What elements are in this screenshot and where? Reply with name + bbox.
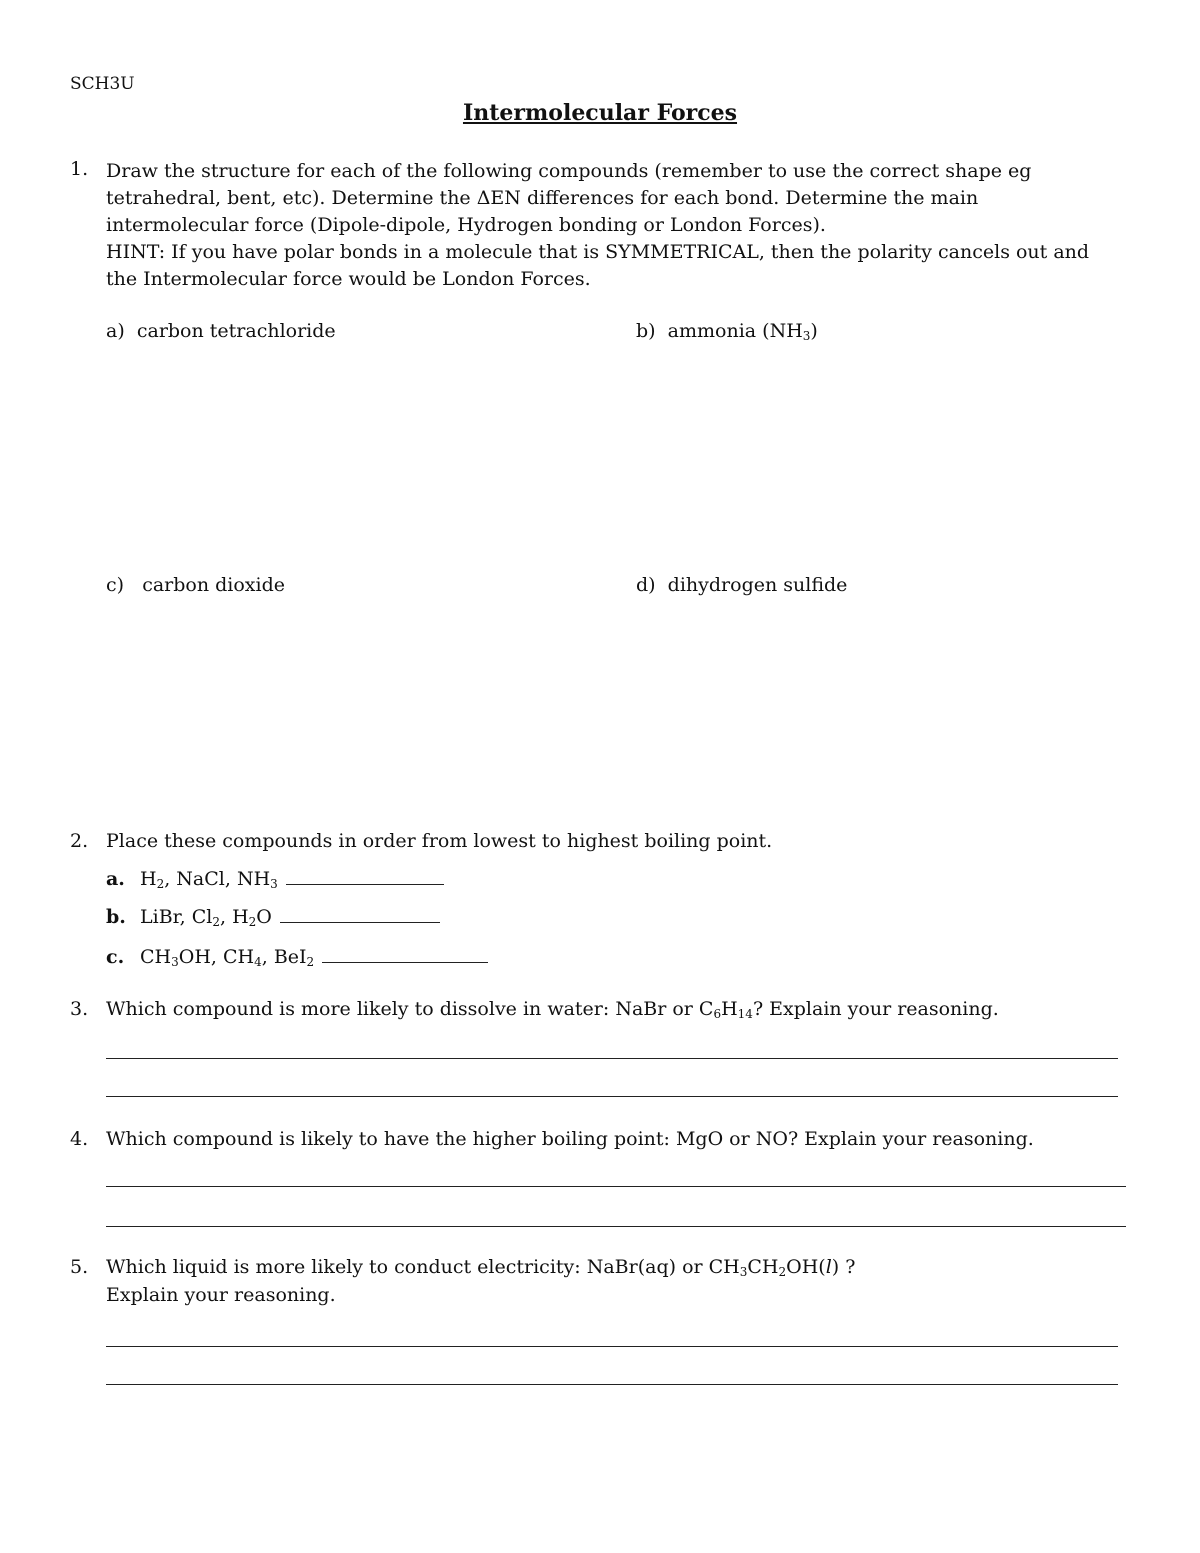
formula-text: CH bbox=[140, 946, 172, 968]
q1-number: 1. bbox=[70, 158, 89, 180]
answer-line[interactable] bbox=[106, 1384, 1118, 1385]
item-label: c. bbox=[106, 946, 125, 968]
formula-text: OH, CH bbox=[178, 946, 255, 968]
q2-item-b bbox=[106, 906, 440, 928]
part-text: dihydrogen sulfide bbox=[667, 574, 848, 596]
part-label: c) bbox=[106, 574, 125, 596]
item-label: b. bbox=[106, 906, 126, 928]
q4-text: Which compound is likely to have the higher boiling point: MgO or NO? Explain your reasoning. bbox=[106, 1128, 1034, 1150]
part-label: d) bbox=[636, 574, 656, 596]
q1-line: tetrahedral, bent, etc). Determine the ΔEN differences for each bond. Determine the main bbox=[106, 187, 979, 209]
question-text: OH( bbox=[786, 1256, 826, 1278]
formula-text: , H bbox=[220, 906, 249, 928]
formula-text: , BeI bbox=[261, 946, 307, 968]
question-text: ? Explain your reasoning. bbox=[752, 998, 999, 1020]
q5-number: 5. bbox=[70, 1256, 89, 1278]
q2-number: 2. bbox=[70, 830, 89, 852]
q2-text: Place these compounds in order from lowest to highest boiling point. bbox=[106, 830, 773, 852]
answer-line[interactable] bbox=[106, 1186, 1126, 1187]
question-text: H bbox=[721, 998, 738, 1020]
question-text: Which liquid is more likely to conduct electricity: NaBr(aq) or CH bbox=[106, 1256, 740, 1278]
question-text: Which compound is more likely to dissolve in water: NaBr or C bbox=[106, 998, 714, 1020]
q2-item-a bbox=[106, 868, 444, 890]
question-text: ) ? bbox=[831, 1256, 856, 1278]
subscript: 2 bbox=[248, 915, 257, 929]
q1-part-d bbox=[636, 574, 847, 596]
formula-text: H bbox=[140, 868, 157, 890]
subscript: 14 bbox=[737, 1007, 753, 1021]
q1-hint-line: HINT: If you have polar bonds in a molecule that is SYMMETRICAL, then the polarity cancels out and bbox=[106, 241, 1090, 263]
subscript: 2 bbox=[156, 877, 165, 891]
part-label: b) bbox=[636, 320, 656, 342]
answer-line[interactable] bbox=[106, 1096, 1118, 1097]
answer-line[interactable] bbox=[106, 1058, 1118, 1059]
formula-text: O bbox=[256, 906, 272, 928]
subscript: 3 bbox=[270, 877, 278, 891]
formula-text: , NaCl, NH bbox=[164, 868, 271, 890]
formula-text: LiBr, Cl bbox=[140, 906, 213, 928]
subscript: 3 bbox=[739, 1265, 748, 1279]
q5-text bbox=[106, 1256, 855, 1278]
q1-part-c bbox=[106, 574, 285, 596]
q1-line: Draw the structure for each of the following compounds (remember to use the correct shape eg bbox=[106, 160, 1032, 182]
q1-part-a bbox=[106, 320, 336, 342]
q4-number: 4. bbox=[70, 1128, 89, 1150]
answer-blank[interactable] bbox=[286, 870, 444, 885]
course-code: SCH3U bbox=[70, 74, 135, 94]
q1-hint-line: the Intermolecular force would be London Forces. bbox=[106, 268, 591, 290]
answer-line[interactable] bbox=[106, 1226, 1126, 1227]
q1-line: intermolecular force (Dipole-dipole, Hydrogen bonding or London Forces). bbox=[106, 214, 826, 236]
subscript: 2 bbox=[306, 955, 315, 969]
q2-item-c bbox=[106, 946, 488, 968]
answer-blank[interactable] bbox=[280, 908, 440, 923]
q3-text bbox=[106, 998, 999, 1020]
subscript: 2 bbox=[212, 915, 220, 929]
subscript: 4 bbox=[254, 955, 262, 969]
part-label: a) bbox=[106, 320, 125, 342]
q5-text-line2: Explain your reasoning. bbox=[106, 1284, 336, 1306]
item-label: a. bbox=[106, 868, 125, 890]
part-text: carbon tetrachloride bbox=[136, 320, 336, 342]
subscript: 3 bbox=[171, 955, 179, 969]
subscript: 6 bbox=[713, 1007, 722, 1021]
answer-blank[interactable] bbox=[322, 948, 488, 963]
question-text: CH bbox=[747, 1256, 779, 1278]
part-text: carbon dioxide bbox=[142, 574, 285, 596]
subscript: 3 bbox=[802, 329, 811, 343]
part-text: ) bbox=[810, 320, 818, 342]
q1-text bbox=[106, 158, 1136, 293]
page-title: Intermolecular Forces bbox=[462, 100, 738, 126]
answer-line[interactable] bbox=[106, 1346, 1118, 1347]
part-text: ammonia (NH bbox=[667, 320, 803, 342]
q1-part-b bbox=[636, 320, 818, 342]
q3-number: 3. bbox=[70, 998, 89, 1020]
state-symbol: l bbox=[825, 1256, 832, 1278]
subscript: 2 bbox=[778, 1265, 787, 1279]
